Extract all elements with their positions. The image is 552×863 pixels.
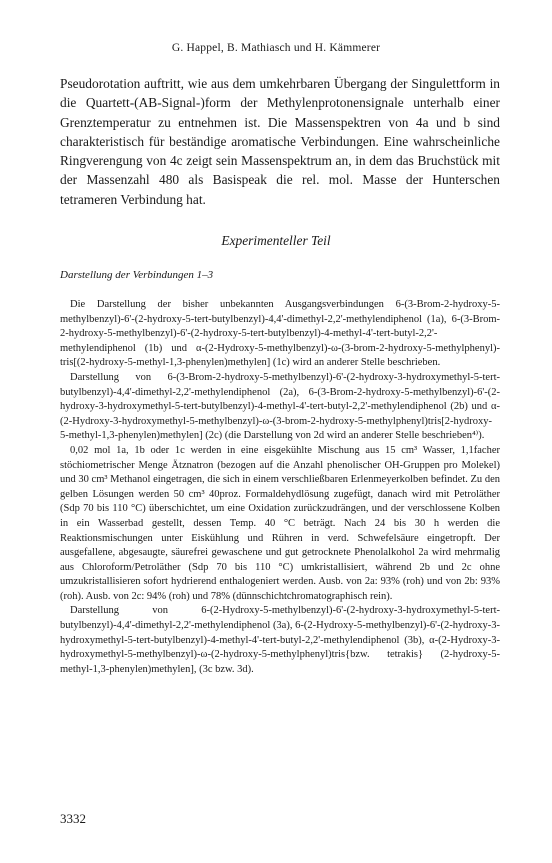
subsection-title: Darstellung der Verbindungen 1–3 bbox=[60, 269, 214, 281]
paragraph: 0,02 mol 1a, 1b oder 1c werden in eine eisgekühlte Mischung aus 15 cm³ Wasser, 1,1facher stöchiometrischer Menge Ätznatron (bezogen auf die Anzahl phenolischer OH-Gruppen pro Molekel) und 30 cm³ Methanol eingetragen, die sich in einem verschließbaren Erlenmeyerkolben befindet. Zu den gelben Lösungen werden 50 cm³ 40proz. Formaldehydlösung zugefügt, danach wird mit Petroläther (Sdp 70 bis 110 °C) überschichtet, um eine Oxidation zurückzudrängen, und der verschlossene Kolben in ein Wasserbad gestellt, dessen Temp. 40 °C beträgt. Nach 24 bis 30 h werden die Reaktionsmischungen unter Eiskühlung und Rühren in verd. Schwefelsäure eingetropft. Der ausgefallene, abgesaugte, säurefrei gewaschene und gut getrocknete Phenolalkohol 2a wird mehrmalig aus Chloroform/Petroläther (Sdp 70 bis 110 °C) umkristallisiert, während 2b und 2c ohne umzukristallisieren sofort hydrierend enthalogeniert werden. Ausb. von 2a: 93% (roh) und von 2b: 93% (roh). Ausb. von 2c: 94% (roh) und 78% (dünnschichtchromatographisch rein). bbox=[60, 444, 500, 602]
paragraph: Darstellung von 6-(3-Brom-2-hydroxy-5-methylbenzyl)-6'-(2-hydroxy-3-hydroxymethyl-5-tert-butylbenzyl)-4,4'-dimethyl-2,2'-methylendiphenol (2a), 6-(3-Brom-2-hydroxy-5-methylbenzyl)-6'-(2-hydroxy-3-hydroxymethyl-5-tert-butylbenzyl)-4-methyl-4'-tert-butyl-2,2'-methylendiphenol (2b) und α-(2-Hydroxy-3-hydroxymethyl-5-methylbenzyl)-ω-(3-brom-2-hydroxy-5-methylphenyl)tris[2-hydroxy-5-methyl-1,3-phenylen)methylen] (2c) (die Darstellung von 2d wird an anderer Stelle beschrieben⁴⁾). bbox=[60, 371, 500, 442]
section-title: Experimenteller Teil bbox=[221, 233, 331, 248]
page-number: 3332 bbox=[60, 811, 86, 826]
paragraph: Darstellung von 6-(2-Hydroxy-5-methylbenzyl)-6'-(2-hydroxy-3-hydroxymethyl-5-tert-butylbenzyl)-4,4'-dimethyl-2,2'-methylendiphenol (3a), 6-(2-Hydroxy-5-methylbenzyl)-6'-(2-hydroxy-3-hydroxymethyl-5-tert-butylbenzyl)-4-methyl-4'-tert-butyl-2,2'-methylendiphenol (3b), α-(2-Hydroxy-3-hydroxymethyl-5-methylbenzyl)-ω-(2-hydroxy-5-methylphenyl)tris{bzw. tetrakis} (2-hydroxy-5-methyl-1,3-phenylen)methylen], (3c bzw. 3d). bbox=[60, 605, 500, 675]
intro-paragraph: Pseudorotation auftritt, wie aus dem umkehrbaren Übergang der Singulettform in die Quartett-(AB-Signal-)form der Methylenprotonensignale unterhalb einer Grenztemperatur zu entnehmen ist. Die Massenspektren von 4a und b sind charakteristisch für beständige aromatische Verbindungen. Eine wahrscheinliche Ringverengung von 4c zeigt sein Massenspektrum an, in dem das Bruchstück mit der Massenzahl 480 als Basispeak die rel. mol. Masse der Hunterschen tetrameren Verbindung hat. bbox=[60, 76, 500, 207]
running-head: G. Happel, B. Mathiasch und H. Kämmerer bbox=[171, 42, 381, 54]
paragraph: Die Darstellung der bisher unbekannten Ausgangsverbindungen 6-(3-Brom-2-hydroxy-5-methylbenzyl)-6'-(2-hydroxy-5-tert-butylbenzyl)-4,4'-dimethyl-2,2'-methylendiphenol (1a), 6-(3-Brom-2-hydroxy-5-methylbenzyl)-6'-(2-hydroxy-5-tert-butylbenzyl)-4-methyl-4'-tert-butyl-2,2'-methylendiphenol (1b) und α-(2-Hydroxy-5-methylbenzyl)-ω-(3-brom-2-hydroxy-5-methylphenyl)-tris[(2-hydroxy-5-methyl-1,3-phenylen)methylen] (1c) wird an anderer Stelle beschrieben. bbox=[60, 299, 500, 369]
body-text bbox=[60, 298, 500, 677]
